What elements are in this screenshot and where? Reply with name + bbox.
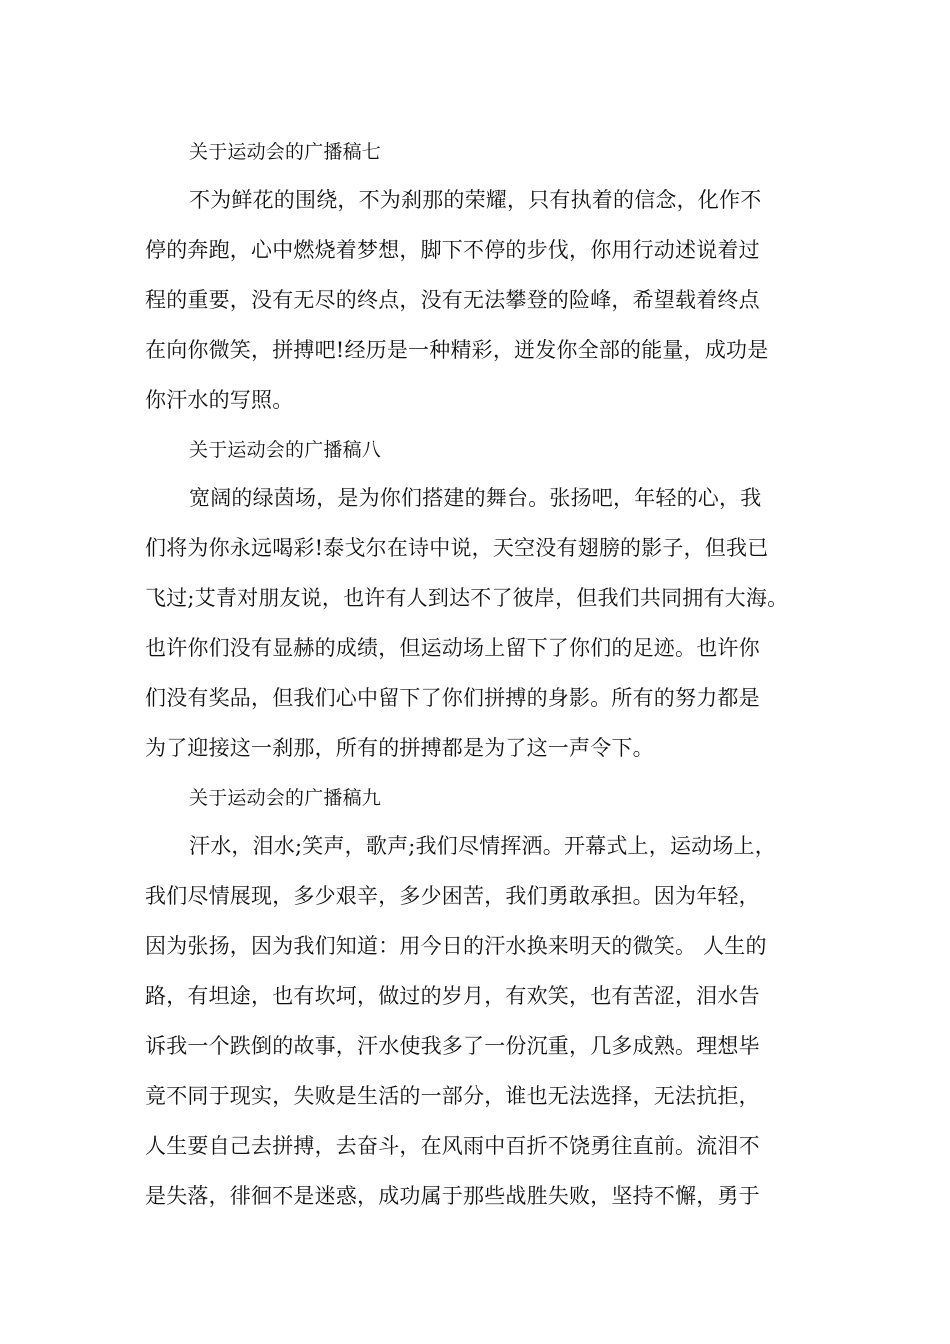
- paragraph-line: 你汗水的写照。: [145, 388, 294, 412]
- paragraph-line: 路，有坦途，也有坎坷，做过的岁月，有欢笑，也有苦涩，泪水告: [145, 984, 760, 1008]
- paragraph-line: 停的奔跑，心中燃烧着梦想，脚下不停的步伐，你用行动述说着过: [145, 238, 760, 262]
- section-heading: 关于运动会的广播稿九: [189, 787, 382, 809]
- paragraph-line: 也许你们没有显赫的成绩，但运动场上留下了你们的足迹。也许你: [145, 636, 760, 660]
- paragraph-line: 汗水，泪水;笑声，歌声;我们尽情挥洒。开幕式上，运动场上，: [189, 834, 776, 858]
- paragraph-line: 是失落，徘徊不是迷惑，成功属于那些战胜失败，坚持不懈，勇于: [145, 1184, 760, 1208]
- paragraph-line: 们没有奖品，但我们心中留下了你们拼搏的身影。所有的努力都是: [145, 686, 760, 710]
- paragraph-line: 宽阔的绿茵场，是为你们搭建的舞台。张扬吧，年轻的心，我: [189, 486, 762, 510]
- paragraph-line: 人生要自己去拼搏，去奋斗，在风雨中百折不饶勇往直前。流泪不: [145, 1134, 760, 1158]
- paragraph-line: 们将为你永远喝彩!泰戈尔在诗中说，天空没有翅膀的影子，但我已: [145, 536, 769, 560]
- paragraph-line: 诉我一个跌倒的故事，汗水使我多了一份沉重，几多成熟。理想毕: [145, 1034, 760, 1058]
- paragraph-line: 为了迎接这一刹那，所有的拼搏都是为了这一声令下。: [145, 736, 654, 760]
- section-heading: 关于运动会的广播稿七: [189, 141, 382, 163]
- paragraph-line: 程的重要，没有无尽的终点，没有无法攀登的险峰，希望载着终点: [145, 288, 760, 312]
- paragraph-line: 不为鲜花的围绕，不为刹那的荣耀，只有执着的信念，化作不: [189, 188, 762, 212]
- paragraph-line: 我们尽情展现，多少艰辛，多少困苦，我们勇敢承担。因为年轻，: [145, 884, 760, 908]
- section-heading: 关于运动会的广播稿八: [189, 439, 382, 461]
- paragraph-line: 竟不同于现实，失败是生活的一部分，谁也无法选择，无法抗拒，: [145, 1084, 760, 1108]
- paragraph-line: 因为张扬，因为我们知道：用今日的汗水换来明天的微笑。 人生的: [145, 934, 767, 958]
- paragraph-line: 飞过;艾青对朋友说，也许有人到达不了彼岸，但我们共同拥有大海。: [145, 586, 789, 610]
- paragraph-line: 在向你微笑，拼搏吧!经历是一种精彩，迸发你全部的能量，成功是: [145, 338, 769, 362]
